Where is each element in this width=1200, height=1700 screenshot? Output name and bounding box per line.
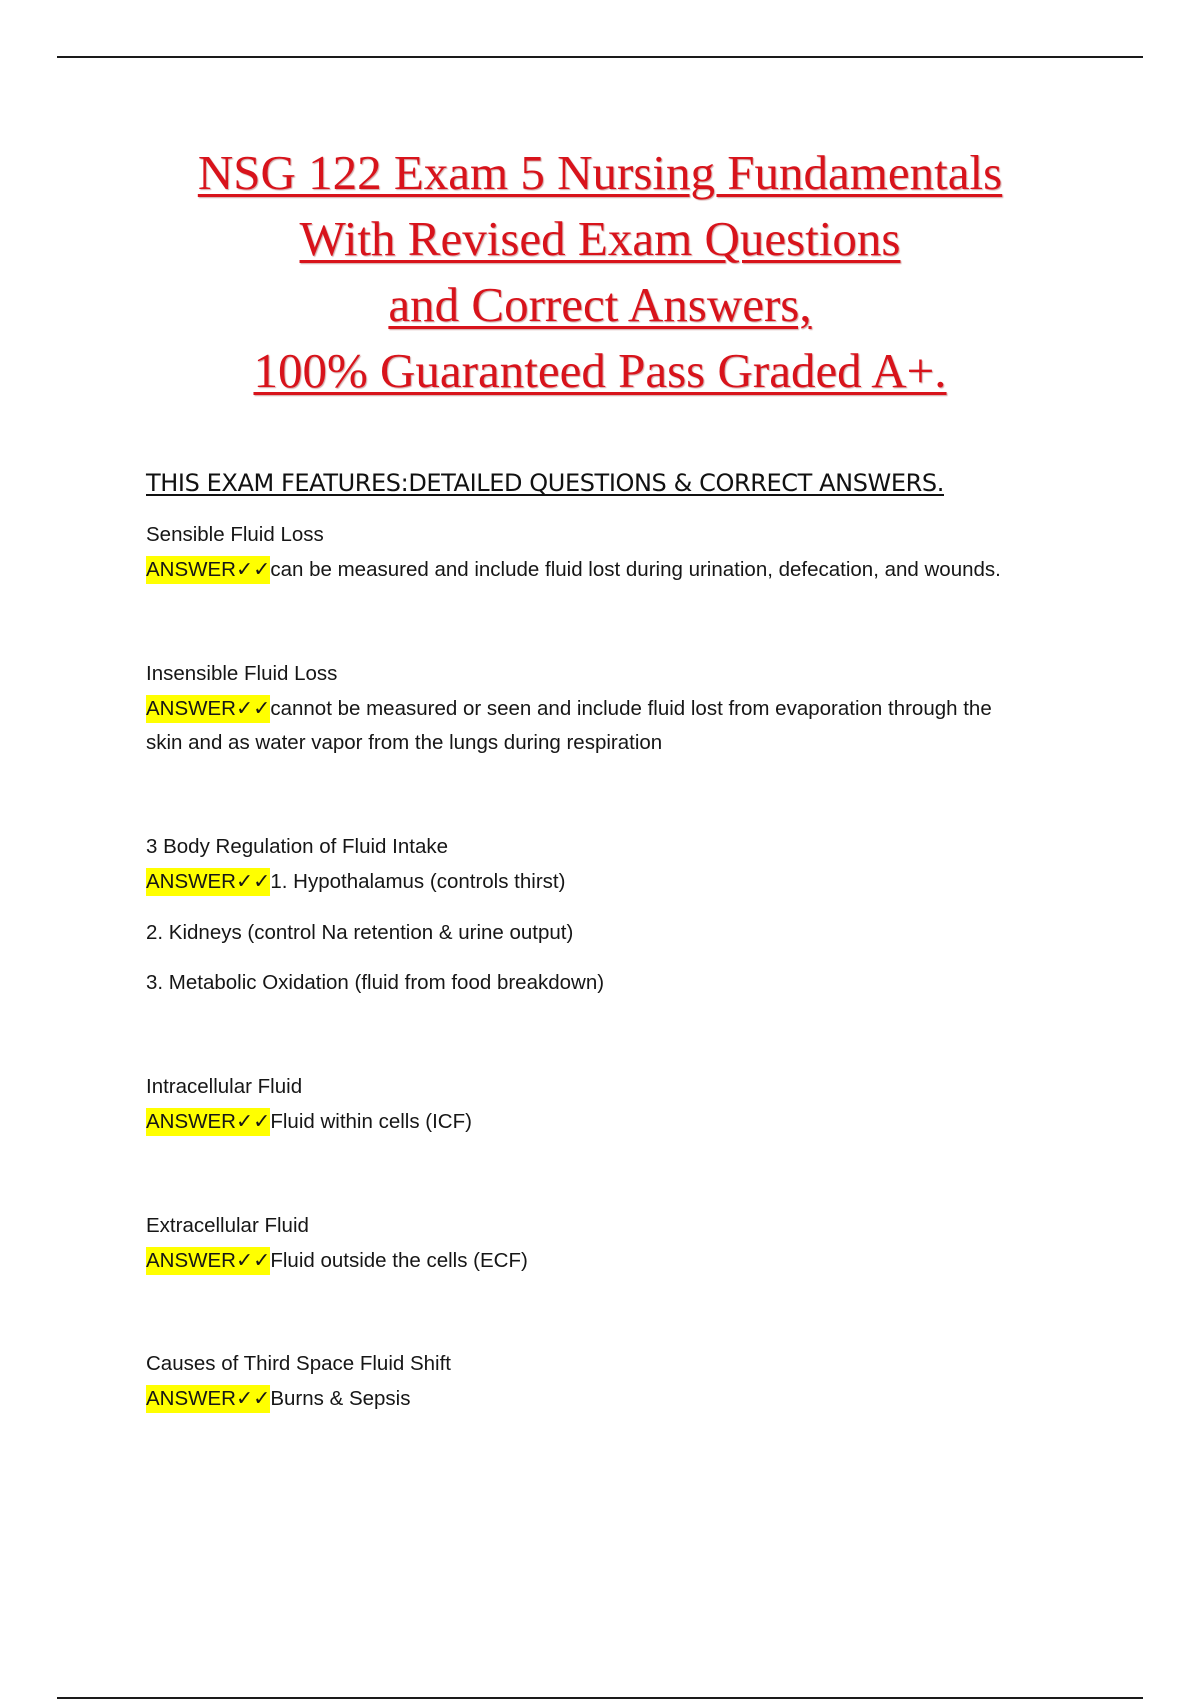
answer-tag: ANSWER✓✓ bbox=[146, 1385, 270, 1413]
question-text: Causes of Third Space Fluid Shift bbox=[146, 1352, 451, 1375]
qa-item-sensible-fluid-loss bbox=[146, 518, 1096, 588]
qa-item-third-space-fluid-shift bbox=[146, 1347, 1096, 1417]
answer-line: Fluid outside the cells (ECF) bbox=[270, 1249, 528, 1272]
answer-text bbox=[146, 1104, 1096, 1140]
answer-line: can be measured and include fluid lost during urination, defecation, and wounds. bbox=[270, 558, 1001, 581]
question-text: Sensible Fluid Loss bbox=[146, 523, 324, 546]
answer-line: Fluid within cells (ICF) bbox=[270, 1110, 472, 1133]
bottom-rule bbox=[57, 1697, 1143, 1699]
answer-text bbox=[146, 1243, 1096, 1279]
answer-text bbox=[146, 1381, 1096, 1417]
qa-item-extracellular-fluid bbox=[146, 1209, 1096, 1279]
answer-list-item: 3. Metabolic Oxidation (fluid from food breakdown) bbox=[146, 971, 605, 994]
top-rule bbox=[57, 56, 1143, 58]
answer-line: cannot be measured or seen and include fluid lost from evaporation through the bbox=[270, 697, 992, 720]
title-line-4: 100% Guaranteed Pass Graded A+. bbox=[253, 343, 947, 398]
title-line-2: With Revised Exam Questions bbox=[299, 211, 901, 266]
answer-line: Burns & Sepsis bbox=[270, 1387, 411, 1410]
qa-item-intracellular-fluid bbox=[146, 1070, 1096, 1140]
answer-tag: ANSWER✓✓ bbox=[146, 695, 270, 723]
answer-tag: ANSWER✓✓ bbox=[146, 1247, 270, 1275]
question-text: Insensible Fluid Loss bbox=[146, 662, 338, 685]
answer-list-item: 2. Kidneys (control Na retention & urine output) bbox=[146, 921, 574, 944]
answer-line: 1. Hypothalamus (controls thirst) bbox=[270, 870, 566, 893]
qa-item-body-regulation bbox=[146, 830, 1096, 1000]
answer-text bbox=[146, 691, 1096, 727]
title-line-1: NSG 122 Exam 5 Nursing Fundamentals bbox=[197, 145, 1003, 200]
qa-item-insensible-fluid-loss bbox=[146, 657, 1096, 759]
answer-tag: ANSWER✓✓ bbox=[146, 1108, 270, 1136]
document-title bbox=[0, 140, 1200, 404]
question-text: Intracellular Fluid bbox=[146, 1075, 303, 1098]
features-heading: THIS EXAM FEATURES:DETAILED QUESTIONS & CORRECT ANSWERS. bbox=[146, 469, 944, 497]
title-line-3: and Correct Answers, bbox=[388, 277, 812, 332]
answer-tag: ANSWER✓✓ bbox=[146, 868, 270, 896]
question-text: 3 Body Regulation of Fluid Intake bbox=[146, 835, 448, 858]
answer-text bbox=[146, 864, 1096, 900]
answer-continuation: skin and as water vapor from the lungs during respiration bbox=[146, 731, 663, 754]
answer-tag: ANSWER✓✓ bbox=[146, 556, 270, 584]
question-text: Extracellular Fluid bbox=[146, 1214, 309, 1237]
answer-text bbox=[146, 552, 1096, 588]
